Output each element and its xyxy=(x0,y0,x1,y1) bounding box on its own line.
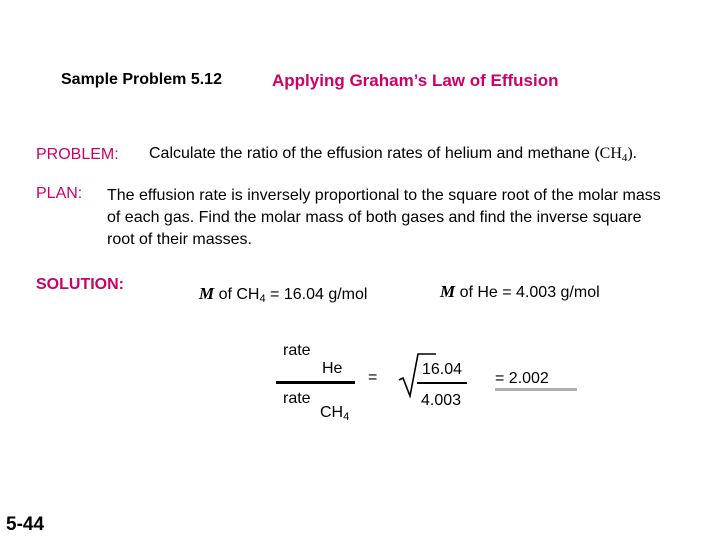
he-molar-mass: M of He = 4.003 g/mol xyxy=(440,282,600,301)
rate-denominator-label: rate xyxy=(283,390,311,407)
slide-number: 5-44 xyxy=(6,514,45,535)
plan-label: PLAN: xyxy=(36,185,83,202)
fraction-bar xyxy=(276,381,355,384)
he-subscript-label: He xyxy=(322,360,343,377)
methane-formula: $CH_4$). xyxy=(599,145,637,164)
problem-label: PROBLEM: xyxy=(36,146,119,163)
numerator-value: 16.04 xyxy=(422,361,463,378)
problem-number: Sample Problem 5.12 xyxy=(61,71,222,88)
plan-text: The effusion rate is inversely proportional to the square root of the molar mass of each gas. Find the molar mass of both gases and find the inverse square root of their masses. xyxy=(107,187,661,248)
problem-statement: Calculate the ratio of the effusion rates of helium and methane ( xyxy=(149,145,600,162)
root-fraction-bar xyxy=(417,382,467,384)
problem-text xyxy=(149,145,637,164)
equals-sign: = xyxy=(368,369,378,386)
solution-label: SOLUTION: xyxy=(36,276,124,293)
problem-title: Applying Graham’s Law of Effusion xyxy=(272,71,559,90)
denominator-value: 4.003 xyxy=(421,392,462,409)
ch4-molar-mass: M of $CH_4 = 16.04$ g/mol xyxy=(199,284,368,305)
result-value: = 2.002 xyxy=(495,370,577,391)
ch4-subscript-label: $CH_4$ xyxy=(320,404,350,423)
rate-numerator-label: rate xyxy=(283,342,311,359)
